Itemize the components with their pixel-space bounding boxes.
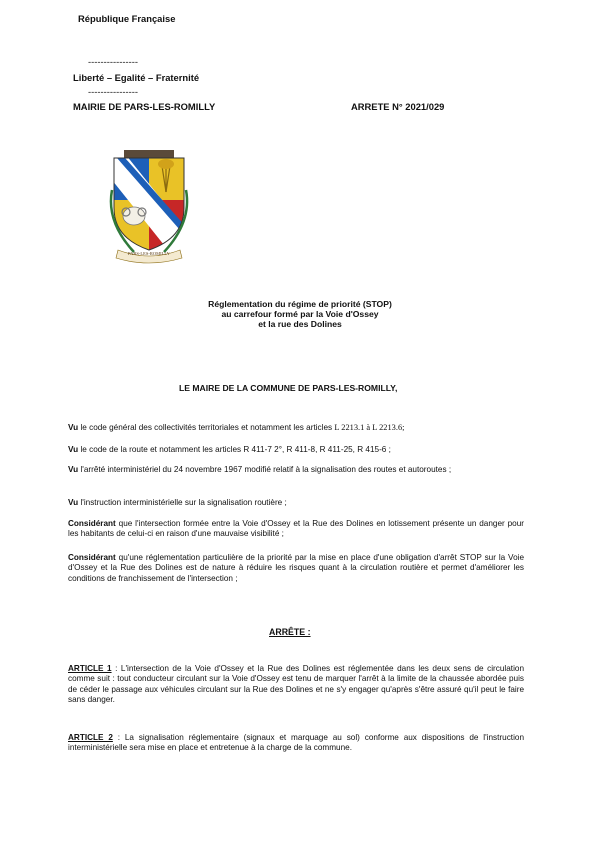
authority-heading: LE MAIRE DE LA COMMUNE DE PARS-LES-ROMILLY, [179,383,398,393]
vu-clause-4: Vu l'instruction interministérielle sur la signalisation routière ; [68,498,287,507]
motto-ribbon-text: PARS-LES-ROMILLY [128,251,170,256]
title-line-1: Réglementation du régime de priorité (STOP) [208,299,392,309]
considerant-clause-1: Considérant que l'intersection formée entre la Voie d'Ossey et la Rue des Dolines en lotissement présente un danger pour les habitants de celui-ci en raison d'une mauvaise visibilité ; [68,519,524,539]
republique-label: République Française [78,13,176,24]
article-1: ARTICLE 1 : L'intersection de la Voie d'Ossey et la Rue des Dolines est réglementée dans les deux sens de circulation comme suit : tout conducteur circulant sur la Voie d'Ossey est tenu de marquer l'arrêt à la limite de la chaussée abordée puis de céder le passage aux véhicules circulant sur la Rue des Dolines et ne s'y engager qu'après s'être assuré qu'il peut le faire sans danger. [68,664,524,704]
arrete-heading: ARRÊTE : [269,627,311,637]
arrete-number: ARRETE N° 2021/029 [351,101,445,112]
coat-of-arms [104,150,194,266]
article-2: ARTICLE 2 : La signalisation réglementaire (signaux et marquage au sol) conforme aux dispositions de l'instruction interministérielle sera mise en place et entretenue à la charge de la commune. [68,733,525,753]
header-divider-1: ---------------- [88,56,138,67]
vu-clause-3: Vu l'arrêté interministériel du 24 novembre 1967 modifié relatif à la signalisation des routes et autoroutes ; [68,465,452,474]
devise: Liberté – Egalité – Fraternité [73,72,200,83]
document-title [150,299,450,329]
mairie-name: MAIRIE DE PARS-LES-ROMILLY [73,101,216,112]
header-divider-2: ---------------- [88,86,138,97]
article-2-label: ARTICLE 2 [68,733,113,742]
vu-clause-1: Vu le code général des collectivités territoriales et notamment les articles L 2213.1 à L 2213.6; [68,423,405,432]
title-line-3: et la rue des Dolines [258,319,342,329]
considerant-clause-2: Considérant qu'une réglementation particulière de la priorité par la mise en place d'une obligation d'arrêt STOP sur la Voie d'Ossey et la Rue des Dolines est de nature à réduire les risques quant à la circulation routière et permet d'améliorer les conditions de franchissement de l'intersection ; [68,553,524,583]
vu-clause-2: Vu le code de la route et notamment les articles R 411-7 2°, R 411-8, R 411-25, R 415-6 ; [68,445,391,454]
article-1-label: ARTICLE 1 [68,664,112,673]
title-line-2: au carrefour formé par la Voie d'Ossey [221,309,379,319]
coat-of-arms-icon [104,150,194,266]
